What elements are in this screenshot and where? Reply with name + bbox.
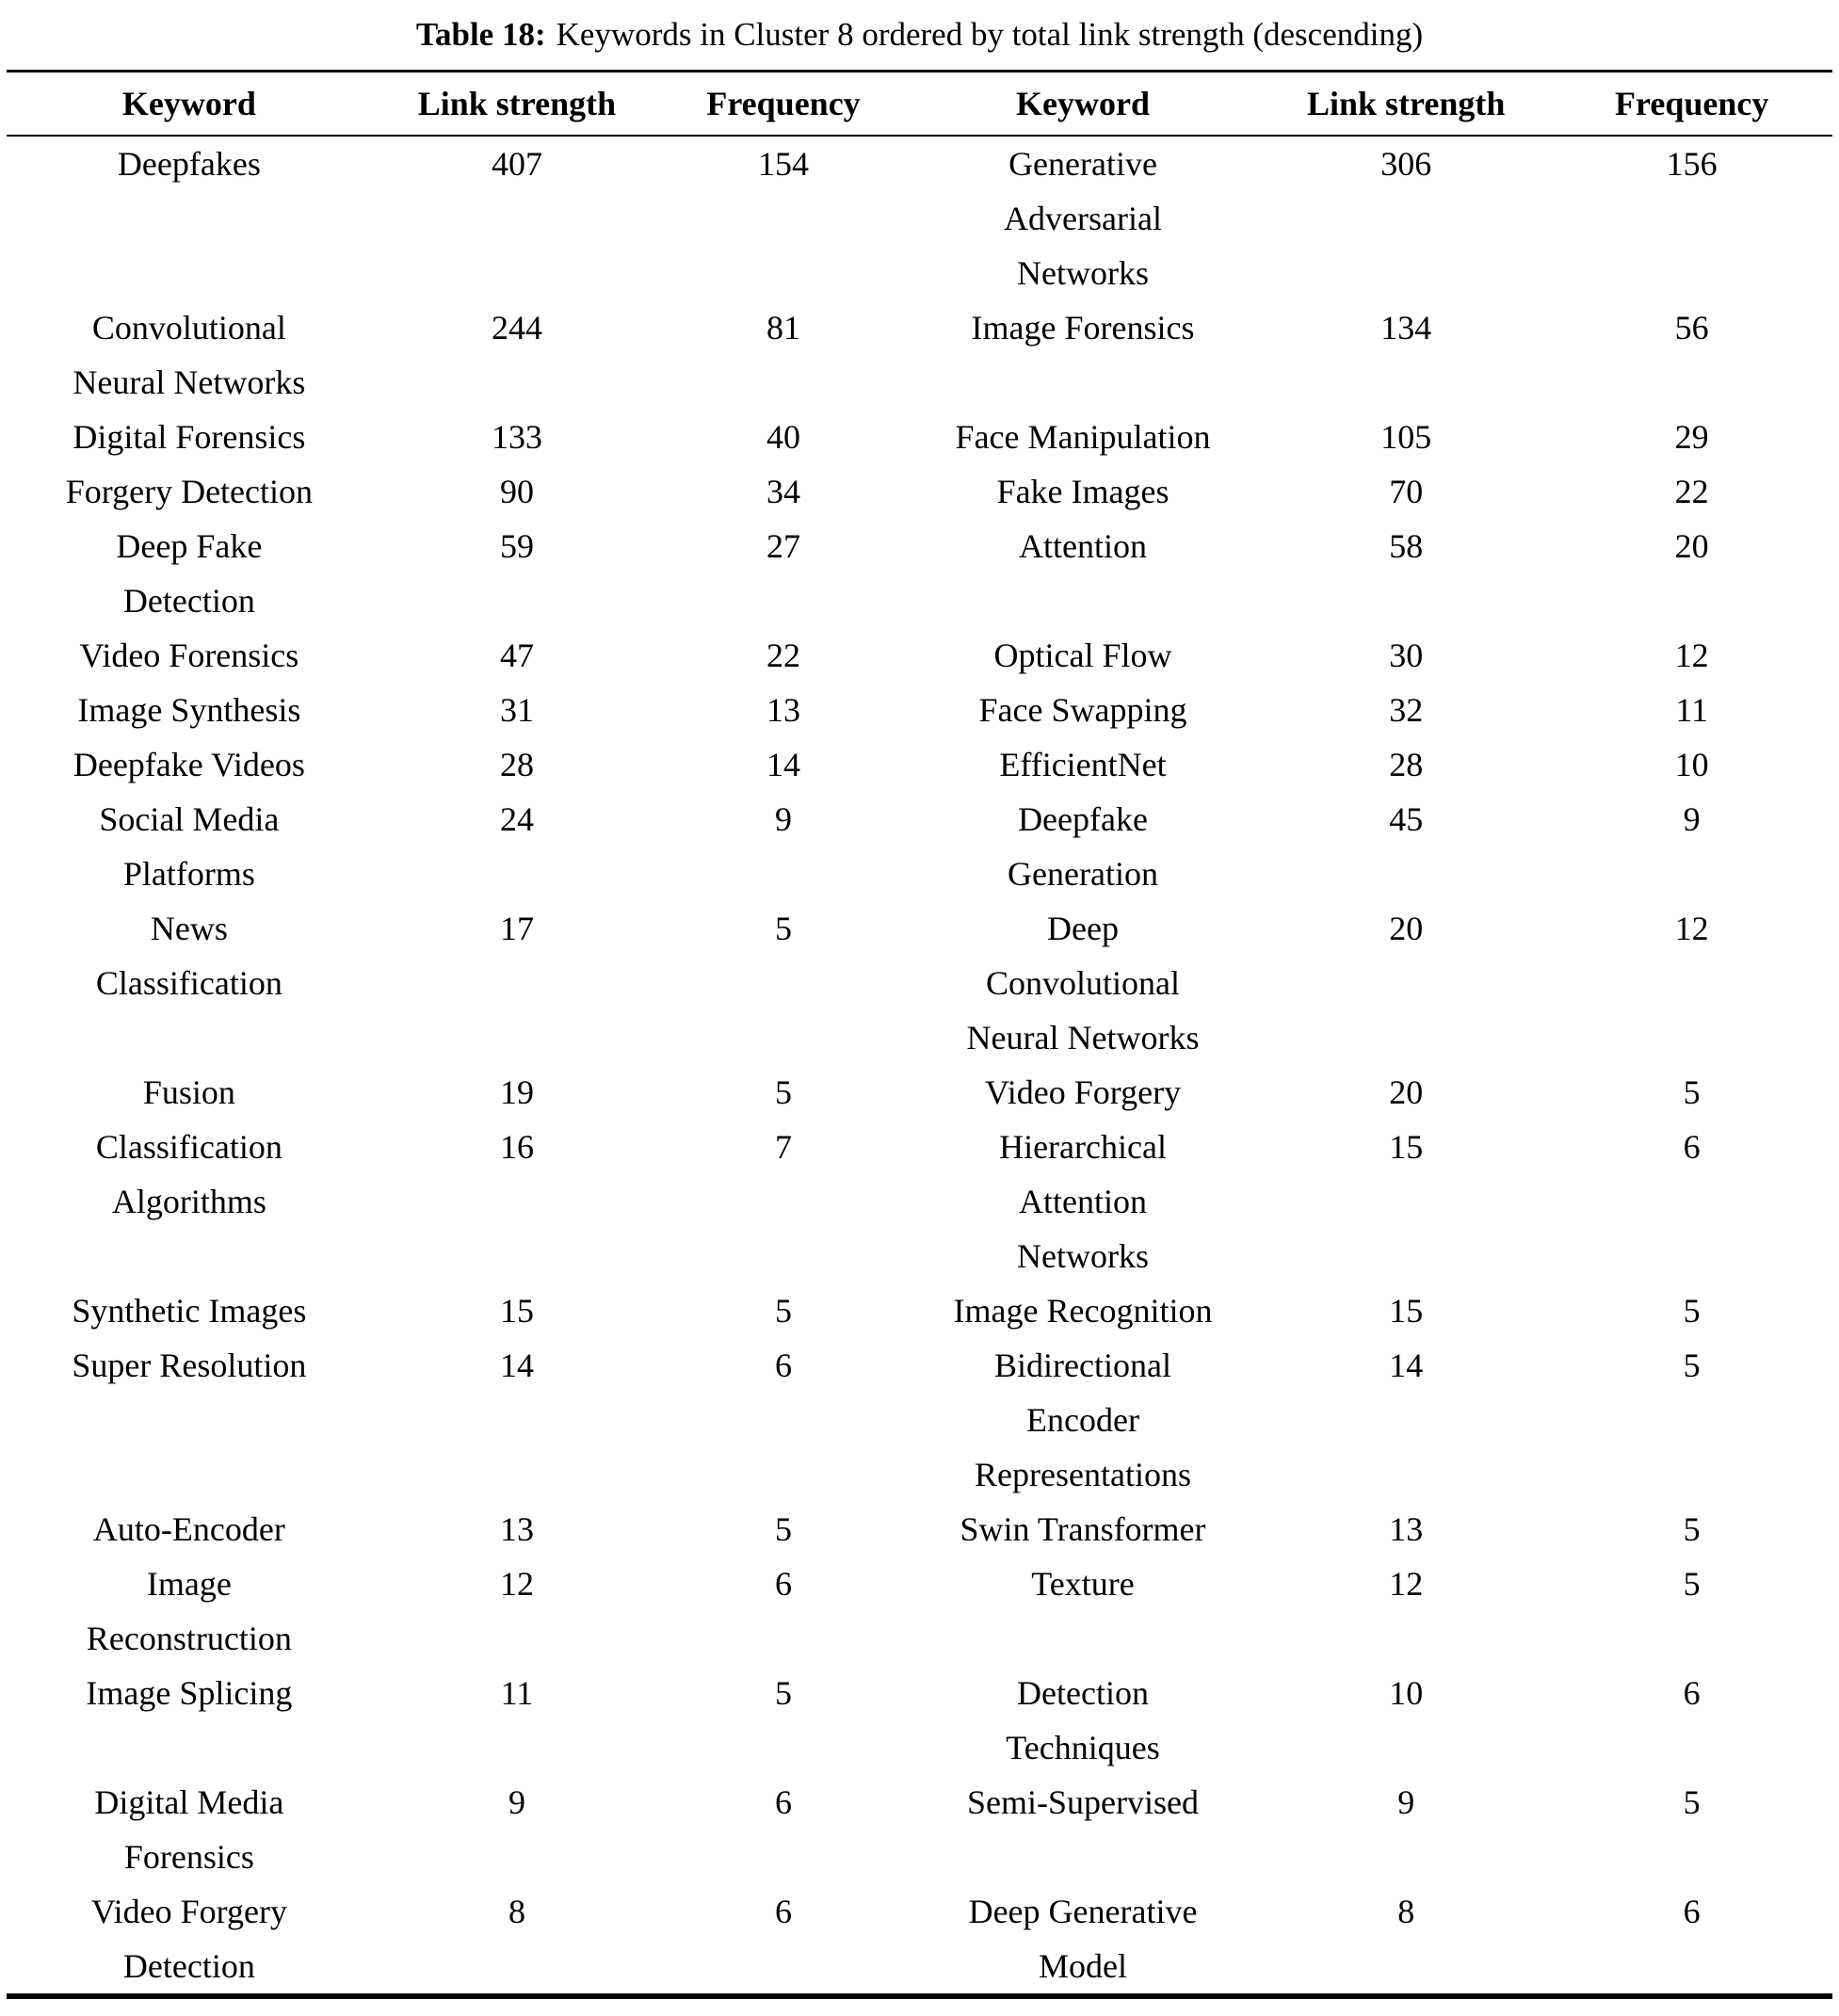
link-strength-cell: 70 — [1389, 472, 1424, 510]
frequency-cell: 29 — [1674, 417, 1709, 456]
table-row — [7, 1065, 1832, 1120]
frequency-cell: 6 — [775, 1564, 793, 1603]
link-strength-cell: 20 — [1389, 1073, 1424, 1111]
keyword-cell — [7, 1502, 372, 1556]
frequency-cell: 34 — [766, 472, 801, 510]
link-strength-cell: 17 — [499, 909, 534, 947]
link-strength-cell: 105 — [1380, 417, 1432, 456]
keyword-text: Detection Techniques — [1006, 1673, 1160, 1766]
keyword-text: Video Forgery — [984, 1073, 1182, 1111]
keyword-cell — [905, 1502, 1261, 1556]
keyword-cell — [905, 737, 1261, 792]
keyword-cell — [905, 683, 1261, 737]
frequency-cell: 11 — [1675, 690, 1709, 729]
keyword-cell — [905, 1666, 1261, 1775]
table-row — [7, 410, 1832, 464]
frequency-cell: 6 — [1683, 1673, 1701, 1712]
frequency-cell: 5 — [775, 909, 793, 947]
keyword-cell — [905, 628, 1261, 683]
keyword-cell — [905, 1065, 1261, 1120]
keyword-cell — [7, 1283, 372, 1338]
link-strength-cell: 28 — [499, 745, 534, 783]
keyword-text: Optical Flow — [993, 636, 1172, 674]
link-strength-cell: 20 — [1389, 909, 1424, 947]
link-strength-cell: 11 — [500, 1673, 534, 1712]
frequency-cell: 6 — [775, 1346, 793, 1384]
column-header-link-strength: Link strength — [372, 71, 662, 136]
table-row — [7, 464, 1832, 519]
keyword-text: Face Manipulation — [955, 417, 1211, 456]
table-caption-text: Keywords in Cluster 8 ordered by total link strength (descending) — [556, 16, 1424, 53]
keywords-table — [7, 70, 1832, 1999]
keyword-cell — [905, 1884, 1261, 1996]
frequency-cell: 13 — [766, 690, 801, 729]
link-strength-cell: 12 — [1389, 1564, 1424, 1603]
link-strength-cell: 133 — [491, 417, 542, 456]
table-row — [7, 628, 1832, 683]
keyword-text: Texture — [1031, 1564, 1135, 1603]
table-row — [7, 901, 1832, 1065]
link-strength-cell: 30 — [1389, 636, 1424, 674]
table-row — [7, 737, 1832, 792]
frequency-cell: 5 — [775, 1509, 793, 1548]
link-strength-cell: 244 — [491, 308, 542, 347]
keyword-text: EfficientNet — [999, 745, 1167, 783]
frequency-cell: 27 — [766, 526, 801, 565]
keyword-text: Image Reconstruction — [86, 1564, 292, 1657]
link-strength-cell: 28 — [1389, 745, 1424, 783]
frequency-cell: 6 — [1683, 1127, 1701, 1166]
keyword-text: Forgery Detection — [65, 472, 314, 510]
keyword-cell — [7, 1065, 372, 1120]
keyword-text: Swin Transformer — [960, 1509, 1206, 1548]
link-strength-cell: 59 — [499, 526, 534, 565]
keyword-text: Image Recognition — [953, 1291, 1213, 1330]
keyword-cell — [7, 792, 372, 901]
keyword-cell — [905, 901, 1261, 1065]
frequency-cell: 5 — [1683, 1291, 1701, 1330]
link-strength-cell: 47 — [499, 636, 534, 674]
keyword-cell — [7, 737, 372, 792]
frequency-cell: 5 — [775, 1673, 793, 1712]
keyword-cell — [7, 1556, 372, 1666]
link-strength-cell: 10 — [1389, 1673, 1424, 1712]
keyword-text: News Classification — [95, 909, 282, 1002]
keyword-text: Bidirectional Encoder Representations — [975, 1346, 1191, 1493]
column-header-link-strength: Link strength — [1261, 71, 1551, 136]
table-row — [7, 1283, 1832, 1338]
frequency-cell: 156 — [1666, 144, 1718, 183]
column-header-keyword: Keyword — [905, 71, 1261, 136]
table-row — [7, 1120, 1832, 1283]
keyword-text: Deepfake Videos — [73, 745, 305, 783]
link-strength-cell: 9 — [508, 1782, 525, 1821]
keyword-text: Attention — [1019, 526, 1147, 565]
keyword-cell — [905, 1338, 1261, 1502]
keyword-cell — [905, 136, 1261, 300]
frequency-cell: 20 — [1674, 526, 1709, 565]
link-strength-cell: 58 — [1389, 526, 1424, 565]
link-strength-cell: 15 — [499, 1291, 534, 1330]
keyword-text: Image Forensics — [971, 308, 1195, 347]
keyword-text: Deepfakes — [117, 144, 261, 183]
table-row — [7, 1775, 1832, 1884]
frequency-cell: 6 — [775, 1892, 793, 1930]
table-row — [7, 1666, 1832, 1775]
keyword-cell — [7, 410, 372, 464]
table-row — [7, 136, 1832, 300]
keyword-text: Generative Adversarial Networks — [1004, 144, 1162, 292]
keyword-text: Video Forensics — [79, 636, 299, 674]
keyword-text: Fake Images — [996, 472, 1170, 510]
table-row — [7, 300, 1832, 410]
frequency-cell: 5 — [1683, 1073, 1701, 1111]
keyword-cell — [7, 1120, 372, 1283]
link-strength-cell: 306 — [1380, 144, 1432, 183]
frequency-cell: 154 — [758, 144, 810, 183]
frequency-cell: 9 — [1683, 799, 1701, 838]
frequency-cell: 12 — [1674, 636, 1709, 674]
keyword-cell — [7, 464, 372, 519]
table-row — [7, 1502, 1832, 1556]
keyword-text: Fusion — [142, 1073, 235, 1111]
frequency-cell: 5 — [775, 1291, 793, 1330]
link-strength-cell: 15 — [1389, 1127, 1424, 1166]
link-strength-cell: 14 — [499, 1346, 534, 1384]
keyword-text: Classification Algorithms — [95, 1127, 282, 1220]
keyword-text: Convolutional Neural Networks — [73, 308, 306, 401]
table-body — [7, 136, 1832, 1996]
frequency-cell: 9 — [775, 799, 793, 838]
keyword-cell — [7, 1338, 372, 1502]
keyword-cell — [7, 1666, 372, 1775]
keyword-cell — [7, 1884, 372, 1996]
link-strength-cell: 16 — [499, 1127, 534, 1166]
keyword-text: Hierarchical Attention Networks — [999, 1127, 1167, 1275]
link-strength-cell: 134 — [1380, 308, 1432, 347]
table-caption-label: Table 18: — [415, 16, 546, 53]
frequency-cell: 6 — [775, 1782, 793, 1821]
keyword-cell — [905, 519, 1261, 628]
keyword-cell — [7, 136, 372, 300]
frequency-cell: 40 — [766, 417, 801, 456]
table-row — [7, 519, 1832, 628]
link-strength-cell: 8 — [508, 1892, 525, 1930]
table-caption — [7, 9, 1832, 70]
frequency-cell: 5 — [1683, 1346, 1701, 1384]
keyword-cell — [7, 683, 372, 737]
keyword-text: Semi-Supervised — [967, 1782, 1199, 1821]
keyword-cell — [905, 1775, 1261, 1884]
keyword-text: Image Synthesis — [77, 690, 301, 729]
frequency-cell: 7 — [775, 1127, 793, 1166]
keyword-cell — [905, 464, 1261, 519]
link-strength-cell: 12 — [499, 1564, 534, 1603]
link-strength-cell: 14 — [1389, 1346, 1424, 1384]
keyword-text: Image Splicing — [86, 1673, 293, 1712]
frequency-cell: 5 — [775, 1073, 793, 1111]
keyword-text: Digital Media Forensics — [94, 1782, 284, 1876]
link-strength-cell: 19 — [499, 1073, 534, 1111]
link-strength-cell: 32 — [1389, 690, 1424, 729]
link-strength-cell: 24 — [499, 799, 534, 838]
keyword-text: Deep Fake Detection — [116, 526, 263, 620]
keyword-cell — [905, 1556, 1261, 1666]
link-strength-cell: 8 — [1397, 1892, 1415, 1930]
keyword-text: Deep Generative Model — [968, 1892, 1198, 1985]
keyword-text: Deepfake Generation — [1008, 799, 1158, 893]
column-header-keyword: Keyword — [7, 71, 372, 136]
frequency-cell: 56 — [1674, 308, 1709, 347]
table-row — [7, 1338, 1832, 1502]
link-strength-cell: 13 — [499, 1509, 534, 1548]
keyword-cell — [905, 1283, 1261, 1338]
table-header-row — [7, 71, 1832, 136]
keyword-text: Super Resolution — [72, 1346, 307, 1384]
keyword-cell — [7, 1775, 372, 1884]
frequency-cell: 5 — [1683, 1509, 1701, 1548]
table-row — [7, 683, 1832, 737]
frequency-cell: 5 — [1683, 1564, 1701, 1603]
link-strength-cell: 13 — [1389, 1509, 1424, 1548]
frequency-cell: 12 — [1674, 909, 1709, 947]
keyword-text: Face Swapping — [978, 690, 1187, 729]
link-strength-cell: 31 — [499, 690, 534, 729]
frequency-cell: 6 — [1683, 1892, 1701, 1930]
link-strength-cell: 15 — [1389, 1291, 1424, 1330]
frequency-cell: 81 — [766, 308, 801, 347]
keyword-text: Social Media Platforms — [99, 799, 280, 893]
keyword-cell — [7, 300, 372, 410]
keyword-cell — [7, 901, 372, 1065]
frequency-cell: 5 — [1683, 1782, 1701, 1821]
keyword-text: Deep Convolutional Neural Networks — [966, 909, 1200, 1056]
column-header-frequency: Frequency — [1551, 71, 1832, 136]
column-header-frequency: Frequency — [662, 71, 905, 136]
table-row — [7, 1556, 1832, 1666]
keyword-text: Synthetic Images — [72, 1291, 307, 1330]
frequency-cell: 22 — [1674, 472, 1709, 510]
keyword-cell — [905, 792, 1261, 901]
table-row — [7, 792, 1832, 901]
frequency-cell: 14 — [766, 745, 801, 783]
keyword-text: Video Forgery Detection — [90, 1892, 287, 1985]
link-strength-cell: 407 — [491, 144, 542, 183]
keyword-cell — [905, 410, 1261, 464]
frequency-cell: 22 — [766, 636, 801, 674]
link-strength-cell: 45 — [1389, 799, 1424, 838]
keyword-cell — [7, 628, 372, 683]
keyword-cell — [7, 519, 372, 628]
keyword-cell — [905, 300, 1261, 410]
keyword-text: Digital Forensics — [73, 417, 306, 456]
table-header — [7, 71, 1832, 136]
keyword-text: Auto-Encoder — [92, 1509, 285, 1548]
link-strength-cell: 90 — [499, 472, 534, 510]
table-row — [7, 1884, 1832, 1996]
frequency-cell: 10 — [1674, 745, 1709, 783]
link-strength-cell: 9 — [1397, 1782, 1415, 1821]
keyword-cell — [905, 1120, 1261, 1283]
